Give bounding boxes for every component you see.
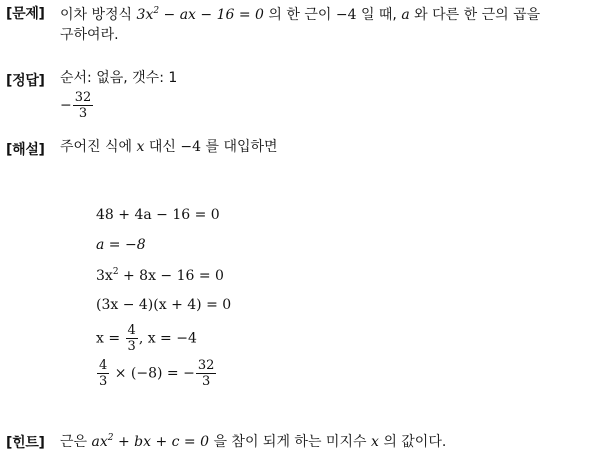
solution-step-2: a = −8 (96, 237, 146, 253)
answer-meta: 순서: 없음, 갯수: 1 (60, 70, 178, 86)
problem-root: −4 (335, 7, 357, 23)
problem-text: 와 다른 한 근의 곱을 (414, 7, 541, 23)
solution-step-4: (3x − 4)(x + 4) = 0 (96, 297, 232, 313)
solution-step-6: $\frac{4}{3}$ × (−8) = − $\frac{32}{3}$ (99, 358, 215, 389)
solution-step-5: x = $\frac{4}{3}$ , x = −4 (96, 323, 197, 354)
solution-step-1: 48 + 4a − 16 = 0 (96, 207, 220, 223)
answer-label: [정답] (6, 73, 45, 89)
solution-step-3: $3x^2 + 8x - 16 = 0$ (96, 267, 224, 284)
solution-label: [해설] (6, 142, 45, 158)
problem-text: 이차 방정식 (60, 7, 133, 23)
problem-equation: $3x^2$ − ax − 16 = 0 (136, 6, 264, 23)
problem-text: 의 한 근이 (268, 7, 332, 23)
problem-variable: a (401, 7, 410, 23)
problem-line-2: 구하여라. (60, 27, 119, 43)
problem-label: [문제] (6, 6, 45, 22)
problem-text: 일 때, (360, 7, 397, 23)
solution-intro: 주어진 식에 x 대신 −4 를 대입하면 (60, 139, 278, 155)
answer-value: − $\frac{32}{3}$ (60, 90, 92, 121)
hint-text: 근은 $ax^2$ + bx + c = 0 을 참이 되게 하는 미지수 x 의 값이다. (60, 433, 447, 450)
problem-line-1 (60, 0, 540, 27)
hint-label: [힌트] (6, 435, 45, 451)
